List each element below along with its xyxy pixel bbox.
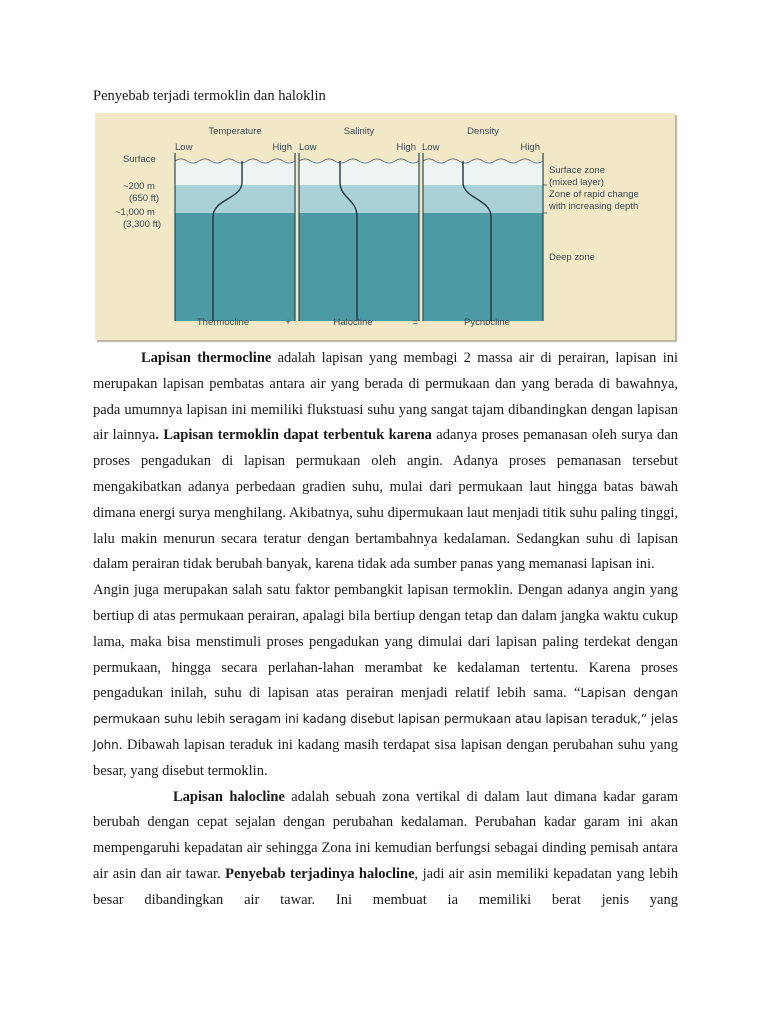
thermocline-term: Lapisan thermocline (141, 350, 272, 366)
density-low-label: Low (422, 142, 440, 153)
mixed-layer-label: (mixed layer) (549, 177, 604, 188)
density-title: Density (467, 126, 499, 137)
salinity-panel (299, 153, 419, 321)
salinity-surface-layer (299, 161, 419, 185)
halocline-term: Lapisan halocline (173, 788, 285, 805)
surface-zone-label: Surface zone (549, 165, 605, 176)
temperature-title: Temperature (208, 126, 262, 137)
surface-label: Surface (123, 154, 156, 165)
density-rapid-layer (423, 185, 543, 213)
ocean-layers-diagram (95, 113, 675, 340)
density-high-label: High (520, 142, 540, 153)
increasing-depth-label: with increasing depth (549, 201, 639, 212)
body-text (93, 346, 678, 914)
pycnocline-label: Pycnocline (464, 317, 510, 328)
halocline-label: Halocline (333, 317, 373, 328)
density-panel (423, 153, 543, 321)
temperature-panel (175, 153, 295, 321)
temperature-low-label: Low (175, 142, 193, 153)
ocean-layers-figure (95, 113, 675, 340)
paragraph-halocline: Lapisan halocline adalah sebuah zona vertikal di dalam laut dimana kadar garam berubah dengan cepat sejalan dengan perubahan kedalaman. Perubahan kadar garam ini akan mempengaruhi kepadatan air sehingga Zona ini kemudian berfungsi sebagai dinding pemisah antara air asin dan air tawar. Penyebab terjadinya halocline, jadi air asin memiliki kepadatan yang lebih besar dibandingkan air tawar. Ini membuat ia memiliki berat jenis yang (93, 788, 679, 908)
salinity-title: Salinity (343, 126, 375, 137)
salinity-deep-layer (299, 213, 419, 321)
deep-zone-label: Deep zone (549, 252, 595, 263)
salinity-high-label: High (396, 142, 416, 153)
page-heading: Penyebab terjadi termoklin dan haloklin (93, 88, 326, 104)
thermocline-cause-heading: . Lapisan termoklin dapat terbentuk karena (155, 427, 432, 444)
halocline-cause-heading: Penyebab terjadinya halocline (225, 865, 415, 882)
temperature-rapid-layer (175, 185, 295, 213)
temperature-deep-layer (175, 213, 295, 321)
salinity-rapid-layer (299, 185, 419, 213)
depth-650ft-label: (650 ft) (129, 193, 160, 204)
rapid-change-zone-label: Zone of rapid change (549, 189, 639, 200)
depth-200m-label: ~200 m (123, 181, 155, 192)
depth-3300ft-label: (3,300 ft) (123, 219, 162, 230)
paragraph-thermocline: Lapisan thermocline adalah lapisan yang membagi 2 massa air di perairan, lapisan ini merupakan lapisan pembatas antara air yang berada di permukaan dan yang berada di bawahnya, pada umumnya lapisan ini memiliki flukstuasi suhu yang sangat tajam dibandingkan dengan lapisan air lainnya. Lapisan termoklin dapat terbentuk karena adanya proses pemanasan oleh surya dan proses pengadukan di lapisan permukaan oleh angin. Adanya proses pemanasan tersebut mengakibatkan adanya perbedaan gradien suhu, mulai dari permukaan laut hingga batas bawah dimana energi surya menghilang. Akibatnya, suhu dipermukaan laut menjadi titik suhu paling tinggi, lalu makin menurun secara teratur dengan bertambahnya kedalaman. Sedangkan suhu di lapisan dalam perairan tidak berubah banyak, karena tidak ada sumber panas yang memanasi lapisan ini. (93, 350, 678, 573)
paragraph-wind: Angin juga merupakan salah satu faktor pembangkit lapisan termoklin. Dengan adanya angin yang bertiup di atas permukaan perairan, apalagi bila bertiup dengan tetap dan dalam jangka waktu cukup lama, maka bisa menstimuli proses pengadukan yang dimulai dari lapisan paling terdekat dengan permukaan, hingga secara perlahan-lahan merambat ke kedalaman tertentu. Karena proses pengadukan inilah, suhu di lapisan atas perairan menjadi relatif lebih sama. “Lapisan dengan permukaan suhu lebih seragam ini kadang disebut lapisan permukaan atau lapisan teraduk,” jelas John. Dibawah lapisan teraduk ini kadang masih terdapat sisa lapisan dengan perubahan suhu yang besar, yang disebut termoklin. (93, 582, 678, 779)
temperature-surface-layer (175, 161, 295, 185)
temperature-high-label: High (272, 142, 292, 153)
handwritten-quote: Lapisan dengan permukaan suhu lebih seragam ini kadang disebut lapisan permukaan atau lapisan teraduk,” jelas John. (93, 686, 678, 752)
density-surface-layer (423, 161, 543, 185)
thermocline-label: Thermocline (196, 317, 250, 328)
salinity-low-label: Low (299, 142, 317, 153)
density-deep-layer (423, 213, 543, 321)
equals-sign: = (412, 317, 418, 328)
plus-sign: + (285, 317, 291, 328)
depth-1000m-label: ~1,000 m (115, 207, 155, 218)
